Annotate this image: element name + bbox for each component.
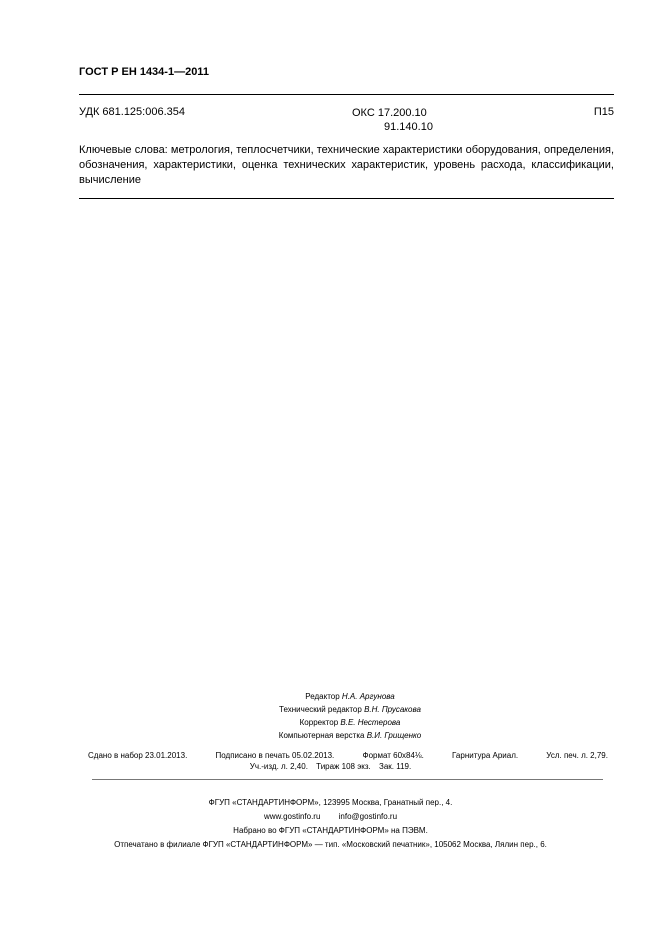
keywords-divider [79, 198, 614, 199]
signed-to-print: Подписано в печать 05.02.2013. [215, 751, 335, 760]
credit-name: Н.А. Аргунова [341, 692, 395, 701]
publisher-line: ФГУП «СТАНДАРТИНФОРМ», 123995 Москва, Гранатный пер., 4. [208, 798, 453, 807]
order-number: Зак. 119. [379, 762, 412, 771]
circulation: Тираж 108 экз. [316, 762, 371, 771]
print-info-line-2 [0, 762, 661, 771]
credit-role: Корректор [299, 718, 339, 727]
credit-name: В.Н. Прусакова [364, 705, 421, 714]
credit-role: Редактор [305, 692, 340, 701]
group-code: П15 [593, 106, 614, 118]
website-link[interactable]: www.gostinfo.ru [263, 812, 321, 821]
email-link[interactable]: info@gostinfo.ru [338, 812, 398, 821]
paper-format: Формат 60х84⅛. [362, 751, 424, 760]
credit-layout [200, 729, 500, 742]
credit-tech-editor [200, 703, 500, 716]
oks-label: ОКС [352, 107, 375, 119]
oks-codes [352, 106, 433, 134]
credits-block [200, 690, 500, 742]
standard-identifier: ГОСТ Р ЕН 1434-1—2011 [79, 66, 209, 78]
oks-code-1: 17.200.10 [377, 107, 427, 119]
oks-code-2: 91.140.10 [384, 121, 433, 133]
credit-editor [200, 690, 500, 703]
imprint-divider [92, 779, 603, 780]
credit-corrector [200, 716, 500, 729]
credit-role: Компьютерная верстка [278, 731, 365, 740]
credit-name: В.И. Грищенко [366, 731, 422, 740]
top-divider [79, 94, 614, 95]
publisher-sheets: Уч.-изд. л. 2,40. [249, 762, 308, 771]
contact-line [0, 810, 661, 824]
typeset-line: Набрано во ФГУП «СТАНДАРТИНФОРМ» на ПЭВМ. [233, 826, 428, 835]
printed-line: Отпечатано в филиале ФГУП «СТАНДАРТИНФОРМ» — тип. «Московский печатник», 105062 Москва, Лялин пер., 6. [114, 840, 547, 849]
print-info-line [88, 751, 608, 760]
credit-role: Технический редактор [279, 705, 362, 714]
udk-code: УДК 681.125:006.354 [79, 106, 185, 118]
typeface: Гарнитура Ариал. [452, 751, 519, 760]
sent-to-set: Сдано в набор 23.01.2013. [88, 751, 188, 760]
print-sheets: Усл. печ. л. 2,79. [546, 751, 608, 760]
credit-name: В.Е. Нестерова [340, 718, 401, 727]
imprint-block [0, 796, 661, 852]
keywords-text: Ключевые слова: метрология, теплосчетчики, технические характеристики оборудования, определения, обозначения, характеристики, оценка технических характеристик, уровень расхода, классификации, вычисление [79, 144, 614, 186]
